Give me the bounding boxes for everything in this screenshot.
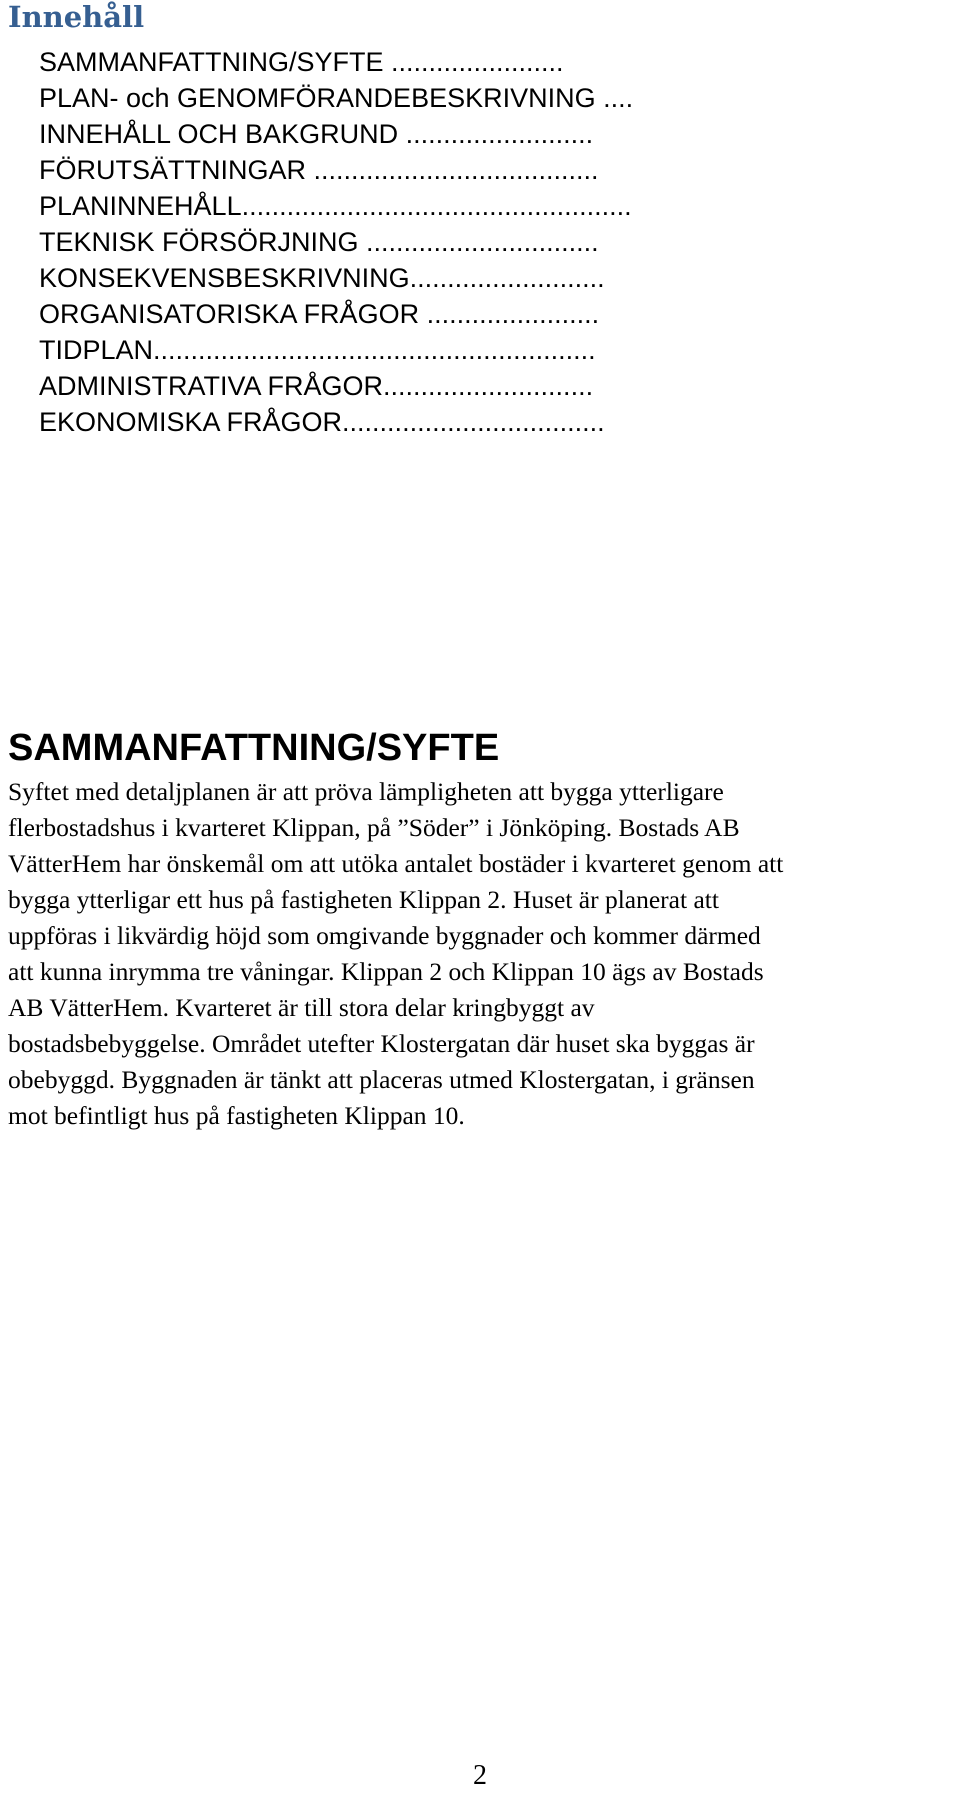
toc-item-teknisk-forsorjning[interactable]: TEKNISK FÖRSÖRJNING ............................... <box>39 227 599 257</box>
summary-line: uppföras i likvärdig höjd som omgivande byggnader och kommer därmed <box>8 921 761 950</box>
toc-title: Innehåll <box>8 0 145 34</box>
summary-paragraph <box>8 774 938 1134</box>
summary-line: Syftet med detaljplanen är att pröva lämpligheten att bygga ytterligare <box>8 777 724 806</box>
toc-item-ekonomiska-fragor[interactable]: EKONOMISKA FRÅGOR................................... <box>39 407 605 437</box>
toc-item-sammanfattning[interactable]: SAMMANFATTNING/SYFTE ....................... <box>39 47 564 77</box>
toc-item-forutsattningar[interactable]: FÖRUTSÄTTNINGAR ...................................... <box>39 155 599 185</box>
summary-line: mot befintligt hus på fastigheten Klippan 10. <box>8 1101 465 1130</box>
section-heading: SAMMANFATTNING/SYFTE <box>8 727 500 769</box>
summary-line: obebyggd. Byggnaden är tänkt att placeras utmed Klostergatan, i gränsen <box>8 1065 755 1094</box>
summary-line: flerbostadshus i kvarteret Klippan, på ”Söder” i Jönköping. Bostads AB <box>8 813 740 842</box>
toc-item-organisatoriska-fragor[interactable]: ORGANISATORISKA FRÅGOR ....................... <box>39 299 600 329</box>
toc-item-plan-och-genomforandebeskrivning[interactable]: PLAN- och GENOMFÖRANDEBESKRIVNING .... <box>39 83 634 113</box>
toc-item-tidplan[interactable]: TIDPLAN........................................................... <box>39 335 596 365</box>
toc-item-konsekvensbeskrivning[interactable]: KONSEKVENSBESKRIVNING.......................... <box>39 263 605 293</box>
page-number: 2 <box>473 1760 487 1791</box>
toc-item-planinnehall[interactable]: PLANINNEHÅLL.................................................... <box>39 191 632 221</box>
summary-line: AB VätterHem. Kvarteret är till stora delar kringbyggt av <box>8 993 595 1022</box>
toc-item-administrativa-fragor[interactable]: ADMINISTRATIVA FRÅGOR............................ <box>39 371 594 401</box>
summary-line: bostadsbebyggelse. Området utefter Klostergatan där huset ska byggas är <box>8 1029 755 1058</box>
summary-line: att kunna inrymma tre våningar. Klippan 2 och Klippan 10 ägs av Bostads <box>8 957 764 986</box>
table-of-contents <box>39 44 689 440</box>
summary-line: bygga ytterligar ett hus på fastigheten Klippan 2. Huset är planerat att <box>8 885 719 914</box>
toc-item-innehall-och-bakgrund[interactable]: INNEHÅLL OCH BAKGRUND ......................... <box>39 119 594 149</box>
summary-line: VätterHem har önskemål om att utöka antalet bostäder i kvarteret genom att <box>8 849 784 878</box>
